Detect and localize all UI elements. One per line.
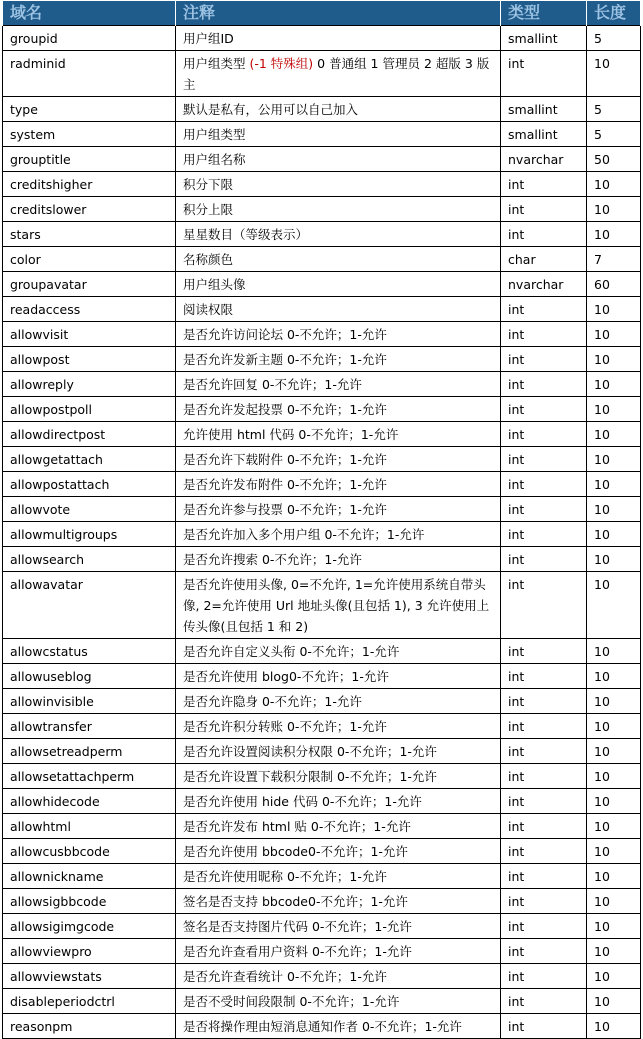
cell-length: 10 bbox=[587, 814, 641, 839]
cell-note: 名称颜色 bbox=[176, 247, 501, 272]
cell-field: stars bbox=[3, 222, 176, 247]
cell-note: 是否允许使用头像, 0=不允许, 1=允许使用系统自带头像, 2=允许使用 Url 地址头像(且包括 1), 3 允许使用上传头像(且包括 1 和 2) bbox=[176, 572, 501, 639]
table-row bbox=[3, 197, 641, 222]
cell-note: 用户组ID bbox=[176, 26, 501, 51]
cell-length: 5 bbox=[587, 122, 641, 147]
table-row bbox=[3, 372, 641, 397]
cell-note: 用户组名称 bbox=[176, 147, 501, 172]
table-row bbox=[3, 272, 641, 297]
cell-field: allowsetattachperm bbox=[3, 764, 176, 789]
cell-type: int bbox=[501, 714, 587, 739]
cell-length: 10 bbox=[587, 172, 641, 197]
header-type: 类型 bbox=[501, 1, 587, 26]
table-row bbox=[3, 122, 641, 147]
note-text: 用户组类型 bbox=[183, 56, 250, 71]
table-row bbox=[3, 764, 641, 789]
cell-field: allowpostpoll bbox=[3, 397, 176, 422]
cell-field: radminid bbox=[3, 51, 176, 97]
cell-field: disableperiodctrl bbox=[3, 989, 176, 1014]
note-text: 0 普通组 1 管理员 2 超版 3 版主 bbox=[183, 56, 490, 92]
cell-length: 10 bbox=[587, 197, 641, 222]
cell-length: 10 bbox=[587, 639, 641, 664]
cell-note: 是否允许发布附件 0-不允许；1-允许 bbox=[176, 472, 501, 497]
cell-field: allowvisit bbox=[3, 322, 176, 347]
cell-field: allowpost bbox=[3, 347, 176, 372]
cell-field: allowsigimgcode bbox=[3, 914, 176, 939]
cell-field: allowinvisible bbox=[3, 689, 176, 714]
cell-note: 是否允许搜索 0-不允许；1-允许 bbox=[176, 547, 501, 572]
cell-field: allowdirectpost bbox=[3, 422, 176, 447]
table-row bbox=[3, 147, 641, 172]
table-row bbox=[3, 497, 641, 522]
table-row bbox=[3, 297, 641, 322]
table-row bbox=[3, 889, 641, 914]
cell-length: 10 bbox=[587, 939, 641, 964]
cell-note: 是否允许查看统计 0-不允许；1-允许 bbox=[176, 964, 501, 989]
cell-length: 10 bbox=[587, 497, 641, 522]
cell-length: 10 bbox=[587, 714, 641, 739]
cell-note: 是否允许访问论坛 0-不允许；1-允许 bbox=[176, 322, 501, 347]
table-row bbox=[3, 522, 641, 547]
table-row bbox=[3, 914, 641, 939]
cell-length: 10 bbox=[587, 572, 641, 639]
cell-type: int bbox=[501, 172, 587, 197]
cell-type: smallint bbox=[501, 26, 587, 51]
cell-type: int bbox=[501, 522, 587, 547]
cell-type: int bbox=[501, 1014, 587, 1039]
header-note: 注释 bbox=[176, 1, 501, 26]
note-highlight: (-1 特殊组) bbox=[249, 56, 314, 71]
cell-note: 是否允许使用昵称 0-不允许；1-允许 bbox=[176, 864, 501, 889]
cell-type: int bbox=[501, 197, 587, 222]
cell-type: int bbox=[501, 472, 587, 497]
cell-note: 是否允许查看用户资料 0-不允许；1-允许 bbox=[176, 939, 501, 964]
cell-type: int bbox=[501, 664, 587, 689]
cell-field: color bbox=[3, 247, 176, 272]
cell-note: 是否允许自定义头衔 0-不允许；1-允许 bbox=[176, 639, 501, 664]
cell-field: allowreply bbox=[3, 372, 176, 397]
cell-field: system bbox=[3, 122, 176, 147]
table-row bbox=[3, 422, 641, 447]
cell-note: 是否允许参与投票 0-不允许；1-允许 bbox=[176, 497, 501, 522]
cell-note: 签名是否支持图片代码 0-不允许；1-允许 bbox=[176, 914, 501, 939]
table-row bbox=[3, 839, 641, 864]
cell-type: int bbox=[501, 939, 587, 964]
cell-type: int bbox=[501, 51, 587, 97]
cell-field: allowpostattach bbox=[3, 472, 176, 497]
cell-field: groupid bbox=[3, 26, 176, 51]
cell-field: allowvote bbox=[3, 497, 176, 522]
cell-type: int bbox=[501, 989, 587, 1014]
cell-type: smallint bbox=[501, 122, 587, 147]
cell-length: 10 bbox=[587, 522, 641, 547]
cell-note: 是否允许使用 bbcode0-不允许；1-允许 bbox=[176, 839, 501, 864]
cell-length: 10 bbox=[587, 322, 641, 347]
cell-note: 是否允许隐身 0-不允许；1-允许 bbox=[176, 689, 501, 714]
cell-field: allowcusbbcode bbox=[3, 839, 176, 864]
table-row bbox=[3, 51, 641, 97]
table-row bbox=[3, 172, 641, 197]
cell-note: 默认是私有，公用可以自己加入 bbox=[176, 97, 501, 122]
cell-note: 星星数目（等级表示） bbox=[176, 222, 501, 247]
cell-field: allowtransfer bbox=[3, 714, 176, 739]
cell-note: 是否允许设置下载积分限制 0-不允许；1-允许 bbox=[176, 764, 501, 789]
cell-length: 5 bbox=[587, 26, 641, 51]
cell-field: allowavatar bbox=[3, 572, 176, 639]
cell-type: int bbox=[501, 572, 587, 639]
cell-type: int bbox=[501, 347, 587, 372]
cell-length: 7 bbox=[587, 247, 641, 272]
cell-note: 是否允许使用 blog0-不允许；1-允许 bbox=[176, 664, 501, 689]
cell-type: int bbox=[501, 814, 587, 839]
cell-field: creditslower bbox=[3, 197, 176, 222]
cell-length: 10 bbox=[587, 222, 641, 247]
cell-length: 10 bbox=[587, 789, 641, 814]
cell-note: 是否允许设置阅读积分权限 0-不允许；1-允许 bbox=[176, 739, 501, 764]
cell-type: int bbox=[501, 789, 587, 814]
table-row bbox=[3, 572, 641, 639]
cell-length: 10 bbox=[587, 397, 641, 422]
cell-type: int bbox=[501, 964, 587, 989]
cell-length: 10 bbox=[587, 472, 641, 497]
table-row bbox=[3, 714, 641, 739]
table-row bbox=[3, 939, 641, 964]
table-row bbox=[3, 547, 641, 572]
cell-length: 10 bbox=[587, 51, 641, 97]
cell-type: int bbox=[501, 889, 587, 914]
table-row bbox=[3, 26, 641, 51]
cell-field: allowsearch bbox=[3, 547, 176, 572]
table-row bbox=[3, 989, 641, 1014]
cell-length: 10 bbox=[587, 764, 641, 789]
cell-length: 10 bbox=[587, 547, 641, 572]
cell-note: 积分上限 bbox=[176, 197, 501, 222]
cell-length: 50 bbox=[587, 147, 641, 172]
cell-field: readaccess bbox=[3, 297, 176, 322]
cell-type: int bbox=[501, 764, 587, 789]
cell-note: 是否允许下载附件 0-不允许；1-允许 bbox=[176, 447, 501, 472]
table-row bbox=[3, 222, 641, 247]
cell-field: allowgetattach bbox=[3, 447, 176, 472]
cell-note: 允许使用 html 代码 0-不允许；1-允许 bbox=[176, 422, 501, 447]
cell-type: int bbox=[501, 372, 587, 397]
cell-field: groupavatar bbox=[3, 272, 176, 297]
table-row bbox=[3, 347, 641, 372]
cell-length: 10 bbox=[587, 964, 641, 989]
cell-note: 用户组类型 bbox=[176, 122, 501, 147]
cell-note: 是否允许发新主题 0-不允许；1-允许 bbox=[176, 347, 501, 372]
cell-note: 是否允许回复 0-不允许；1-允许 bbox=[176, 372, 501, 397]
cell-field: allowsigbbcode bbox=[3, 889, 176, 914]
table-row bbox=[3, 322, 641, 347]
cell-type: int bbox=[501, 422, 587, 447]
cell-length: 10 bbox=[587, 914, 641, 939]
cell-length: 10 bbox=[587, 839, 641, 864]
cell-field: allowviewpro bbox=[3, 939, 176, 964]
cell-note: 是否允许加入多个用户组 0-不允许；1-允许 bbox=[176, 522, 501, 547]
cell-type: int bbox=[501, 497, 587, 522]
cell-length: 10 bbox=[587, 739, 641, 764]
cell-length: 10 bbox=[587, 1014, 641, 1039]
cell-type: int bbox=[501, 322, 587, 347]
table-row bbox=[3, 472, 641, 497]
table-row bbox=[3, 964, 641, 989]
table-row bbox=[3, 789, 641, 814]
cell-type: int bbox=[501, 639, 587, 664]
cell-note: 是否允许积分转账 0-不允许；1-允许 bbox=[176, 714, 501, 739]
cell-note: 是否将操作理由短消息通知作者 0-不允许；1-允许 bbox=[176, 1014, 501, 1039]
cell-type: int bbox=[501, 222, 587, 247]
cell-note: 阅读权限 bbox=[176, 297, 501, 322]
cell-length: 10 bbox=[587, 372, 641, 397]
table-row bbox=[3, 1014, 641, 1039]
cell-note: 签名是否支持 bbcode0-不允许；1-允许 bbox=[176, 889, 501, 914]
header-row bbox=[3, 1, 641, 26]
cell-length: 60 bbox=[587, 272, 641, 297]
header-length: 长度 bbox=[587, 1, 641, 26]
table-row bbox=[3, 739, 641, 764]
table-header bbox=[3, 1, 641, 26]
cell-field: creditshigher bbox=[3, 172, 176, 197]
cell-type: int bbox=[501, 739, 587, 764]
cell-field: allowuseblog bbox=[3, 664, 176, 689]
cell-type: nvarchar bbox=[501, 272, 587, 297]
cell-length: 10 bbox=[587, 422, 641, 447]
cell-type: int bbox=[501, 914, 587, 939]
cell-note: 是否允许发布 html 贴 0-不允许；1-允许 bbox=[176, 814, 501, 839]
cell-field: reasonpm bbox=[3, 1014, 176, 1039]
cell-length: 10 bbox=[587, 297, 641, 322]
header-field: 域名 bbox=[3, 1, 176, 26]
cell-field: allowmultigroups bbox=[3, 522, 176, 547]
cell-length: 5 bbox=[587, 97, 641, 122]
cell-note bbox=[176, 51, 501, 97]
schema-table bbox=[2, 1, 641, 1039]
cell-length: 10 bbox=[587, 347, 641, 372]
cell-length: 10 bbox=[587, 864, 641, 889]
table-row bbox=[3, 247, 641, 272]
cell-length: 10 bbox=[587, 889, 641, 914]
cell-type: char bbox=[501, 247, 587, 272]
cell-length: 10 bbox=[587, 989, 641, 1014]
cell-field: type bbox=[3, 97, 176, 122]
cell-note: 积分下限 bbox=[176, 172, 501, 197]
cell-type: int bbox=[501, 297, 587, 322]
cell-type: int bbox=[501, 547, 587, 572]
cell-type: int bbox=[501, 689, 587, 714]
cell-type: nvarchar bbox=[501, 147, 587, 172]
table-row bbox=[3, 864, 641, 889]
cell-type: smallint bbox=[501, 97, 587, 122]
cell-field: allowcstatus bbox=[3, 639, 176, 664]
table-body bbox=[3, 26, 641, 1039]
table-row bbox=[3, 639, 641, 664]
cell-type: int bbox=[501, 447, 587, 472]
table-row bbox=[3, 664, 641, 689]
cell-field: allowhtml bbox=[3, 814, 176, 839]
cell-note: 是否允许使用 hide 代码 0-不允许；1-允许 bbox=[176, 789, 501, 814]
cell-length: 10 bbox=[587, 447, 641, 472]
table-row bbox=[3, 97, 641, 122]
cell-field: allowviewstats bbox=[3, 964, 176, 989]
cell-note: 用户组头像 bbox=[176, 272, 501, 297]
cell-field: allownickname bbox=[3, 864, 176, 889]
cell-field: grouptitle bbox=[3, 147, 176, 172]
cell-note: 是否不受时间段限制 0-不允许；1-允许 bbox=[176, 989, 501, 1014]
cell-length: 10 bbox=[587, 664, 641, 689]
cell-type: int bbox=[501, 839, 587, 864]
table-row bbox=[3, 447, 641, 472]
cell-type: int bbox=[501, 864, 587, 889]
table-row bbox=[3, 689, 641, 714]
cell-field: allowsetreadperm bbox=[3, 739, 176, 764]
cell-length: 10 bbox=[587, 689, 641, 714]
cell-field: allowhidecode bbox=[3, 789, 176, 814]
cell-type: int bbox=[501, 397, 587, 422]
table-row bbox=[3, 397, 641, 422]
cell-note: 是否允许发起投票 0-不允许；1-允许 bbox=[176, 397, 501, 422]
table-row bbox=[3, 814, 641, 839]
